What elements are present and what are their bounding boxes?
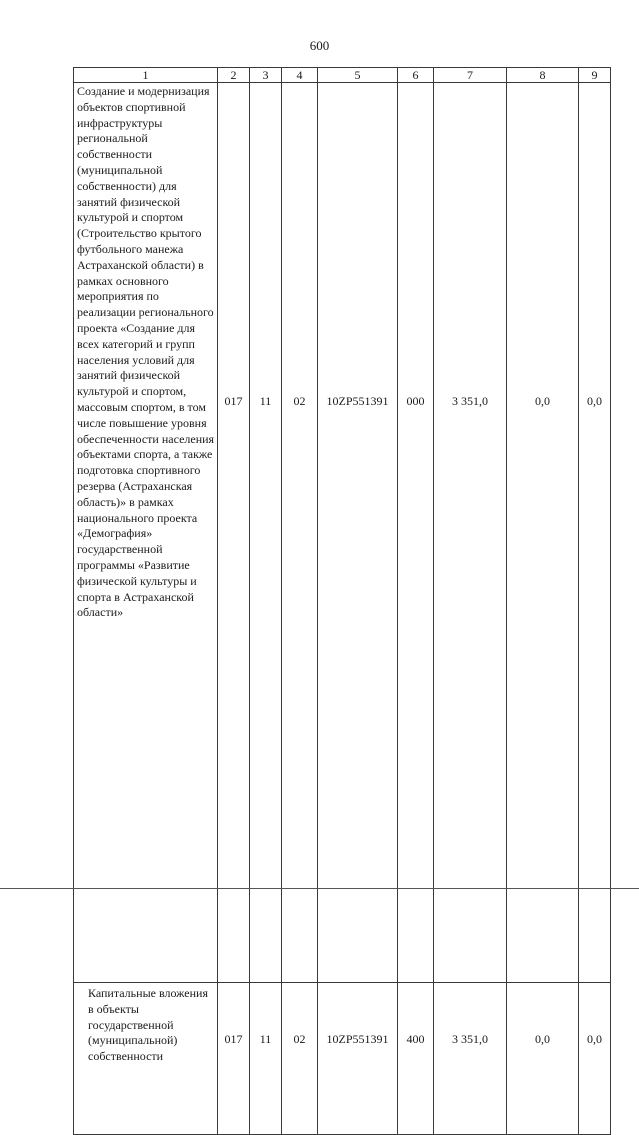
cell-ministry-code: 017: [218, 83, 250, 983]
row-name-cell: Капитальные вложения в объекты государственной (муниципальной) собственности: [74, 983, 218, 1135]
header-cell-9: 9: [579, 68, 611, 83]
page-number: 600: [309, 38, 330, 53]
cell-amount-3: 0,0: [579, 983, 611, 1135]
table-row: [74, 83, 611, 983]
header-row: [74, 68, 611, 83]
header-cell-7: 7: [434, 68, 507, 83]
cell-subsection: 02: [282, 983, 318, 1135]
header-cell-5: 5: [318, 68, 398, 83]
header-cell-8: 8: [507, 68, 579, 83]
cell-subsection: 02: [282, 83, 318, 983]
cell-section: 11: [250, 983, 282, 1135]
table-row: [74, 983, 611, 1135]
cell-amount-1: 3 351,0: [434, 983, 507, 1135]
cell-section: 11: [250, 83, 282, 983]
cell-amount-2: 0,0: [507, 983, 579, 1135]
cell-amount-1: 3 351,0: [434, 83, 507, 983]
cell-ministry-code: 017: [218, 983, 250, 1135]
header-cell-6: 6: [398, 68, 434, 83]
cell-amount-3: 0,0: [579, 83, 611, 983]
budget-table: [73, 67, 611, 1135]
cell-target-article: 10ZP551391: [318, 83, 398, 983]
header-cell-3: 3: [250, 68, 282, 83]
header-cell-2: 2: [218, 68, 250, 83]
page-bottom-rule: [0, 888, 639, 889]
header-cell-1: 1: [74, 68, 218, 83]
cell-target-article: 10ZP551391: [318, 983, 398, 1135]
cell-expense-type: 000: [398, 83, 434, 983]
cell-expense-type: 400: [398, 983, 434, 1135]
row-name-cell: Создание и модернизация объектов спортивной инфраструктуры региональной собственности (муниципальной собственности) для занятий физической культурой и спортом (Строительство крытого футбольного манежа Астраханской области) в рамках основного мероприятия по реализации регионального проекта «Создание для всех категорий и групп населения условий для занятий физической культурой и спортом, массовым спортом, в том числе повышение уровня обеспеченности населения объектами спорта, а также подготовка спортивного резерва (Астраханская область)» в рамках национального проекта «Демография» государственной программы «Развитие физической культуры и спорта в Астраханской области»: [74, 83, 218, 983]
header-cell-4: 4: [282, 68, 318, 83]
cell-amount-2: 0,0: [507, 83, 579, 983]
